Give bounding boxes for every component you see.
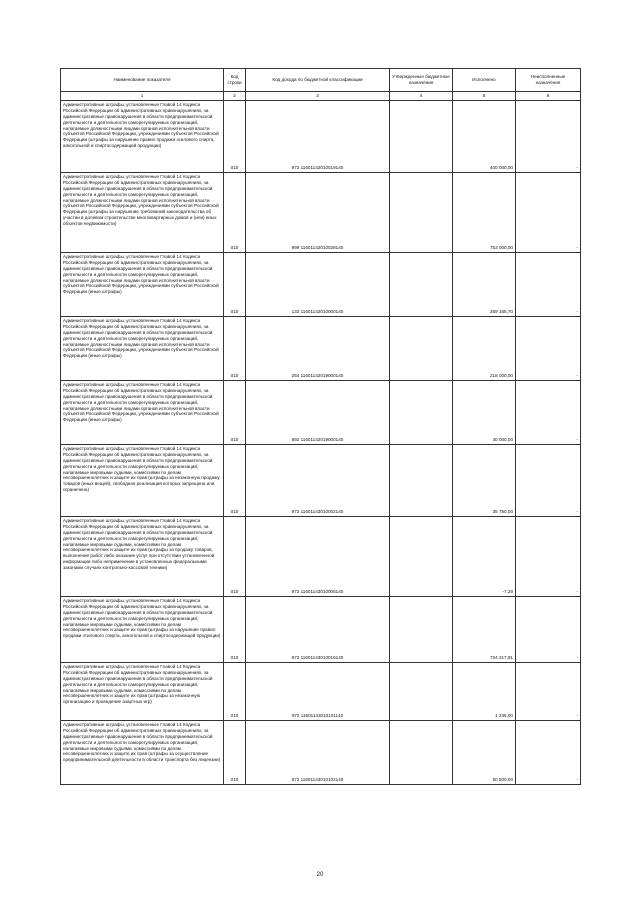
row-line-code: 010 — [224, 720, 246, 784]
row-name: Административные штрафы, установленные Главой 14 Кодекса Российской Федерации об административных правонарушениях, за административные правонарушения в области предпринимательской деятельности и деятельности саморегулируемых организаций, налагаемые мировыми судьями, комиссиями по делам несовершеннолетних и защите их прав (штрафы за незаконную организацию и проведение азартных игр) — [61, 662, 224, 720]
row-approved — [390, 720, 453, 784]
header-name: Наименование показателя — [61, 69, 224, 92]
row-name: Административные штрафы, установленные Главой 14 Кодекса Российской Федерации об административных правонарушениях, за административные правонарушения в области предпринимательской деятельности и деятельности саморегулируемых организаций, налагаемые должностными лицами органов исполнительной власти субъектов Российской Федерации, учреждениями субъектов Российской Федерации (иные штрафы) — [61, 252, 224, 316]
row-income-code: 999 11601142010028140 — [246, 172, 390, 252]
row-name: Административные штрафы, установленные Главой 14 Кодекса Российской Федерации об административных правонарушениях, за административные правонарушения в области предпринимательской деятельности и деятельности саморегулируемых организаций, налагаемые должностными лицами органов исполнительной власти субъектов Российской Федерации, учреждениями субъектов Российской Федерации (иные штрафы) — [61, 316, 224, 380]
row-name: Административные штрафы, установленные Главой 14 Кодекса Российской Федерации об административных правонарушениях, за административные правонарушения в области предпринимательской деятельности и деятельности саморегулируемых организаций, налагаемые мировыми судьями, комиссиями по делам несовершеннолетних и защите их прав (штрафы за осуществление предпринимательской деятельности в области транспорта без лицензии) — [61, 720, 224, 784]
row-unexecuted: - — [516, 720, 581, 784]
header-income-code: Код дохода по бюджетной классификации — [246, 69, 390, 92]
row-executed: 1 235,00 — [453, 662, 516, 720]
row-line-code: 010 — [224, 662, 246, 720]
col-number: 6 — [516, 92, 581, 101]
row-unexecuted: - — [516, 596, 581, 662]
budget-report-table — [60, 68, 581, 785]
row-name: Административные штрафы, установленные Главой 14 Кодекса Российской Федерации об административных правонарушениях, за административные правонарушения в области предпринимательской деятельности и деятельности саморегулируемых организаций, налагаемые мировыми судьями, комиссиями по делам несовершеннолетних и защите их прав (штрафы за продажу товаров, выполнение работ либо оказание услуг при отсутствии установленной информации либо неприменение в установленных федеральными законами случаях контрольно-кассовой техники) — [61, 516, 224, 596]
row-unexecuted: - — [516, 252, 581, 316]
row-line-code: 010 — [224, 444, 246, 516]
row-unexecuted: - — [516, 100, 581, 172]
row-unexecuted: - — [516, 662, 581, 720]
row-approved — [390, 596, 453, 662]
row-line-code: 010 — [224, 516, 246, 596]
header-executed: Исполнено — [453, 69, 516, 92]
row-income-code: 972 11601142010019140 — [246, 100, 390, 172]
table-row — [61, 662, 581, 720]
row-line-code: 010 — [224, 172, 246, 252]
row-name: Административные штрафы, установленные Главой 14 Кодекса Российской Федерации об административных правонарушениях, за административные правонарушения в области предпринимательской деятельности и деятельности саморегулируемых организаций, налагаемые мировыми судьями, комиссиями по делам несовершеннолетних и защите их прав (штрафы за незаконную продажу товаров (иных вещей), свободная реализация которых запрещена или ограничена) — [61, 444, 224, 516]
table-row — [61, 172, 581, 252]
row-executed: 400 000,00 — [453, 100, 516, 172]
row-executed: 50 500,00 — [453, 720, 516, 784]
row-line-code: 010 — [224, 596, 246, 662]
col-number: 3 — [246, 92, 390, 101]
row-approved — [390, 444, 453, 516]
row-name: Административные штрафы, установленные Главой 14 Кодекса Российской Федерации об административных правонарушениях, за административные правонарушения в области предпринимательской деятельности и деятельности саморегулируемых организаций, налагаемые мировыми судьями, комиссиями по делам несовершеннолетних и защите их прав (штрафы за нарушение правил продажи этилового спирта, алкогольной и спиртосодержащей продукции) — [61, 596, 224, 662]
col-number: 4 — [390, 92, 453, 101]
table-row — [61, 316, 581, 380]
row-income-code: 254 11601142019000140 — [246, 316, 390, 380]
row-unexecuted: - — [516, 444, 581, 516]
table-row — [61, 516, 581, 596]
row-line-code: 010 — [224, 380, 246, 444]
row-executed: 753 000,00 — [453, 172, 516, 252]
row-approved — [390, 172, 453, 252]
header-unexecuted: Неисполненные назначения — [516, 69, 581, 92]
row-income-code: 972 11601143010101140 — [246, 662, 390, 720]
row-approved — [390, 252, 453, 316]
table-body — [61, 100, 581, 784]
row-income-code: 972 11601143010016140 — [246, 596, 390, 662]
table-row — [61, 100, 581, 172]
table-row — [61, 380, 581, 444]
row-unexecuted: - — [516, 380, 581, 444]
row-line-code: 010 — [224, 252, 246, 316]
row-line-code: 010 — [224, 316, 246, 380]
row-line-code: 010 — [224, 100, 246, 172]
header-row — [61, 69, 581, 92]
row-income-code: 892 11601142019000140 — [246, 380, 390, 444]
col-number: 5 — [453, 92, 516, 101]
row-executed: -7,29 — [453, 516, 516, 596]
row-executed: 35 750,00 — [453, 444, 516, 516]
row-approved — [390, 316, 453, 380]
header-approved: Утвержденные бюджетные назначения — [390, 69, 453, 92]
row-name: Административные штрафы, установленные Главой 14 Кодекса Российской Федерации об административных правонарушениях, за административные правонарушения в области предпринимательской деятельности и деятельности саморегулируемых организаций, налагаемые должностными лицами органов исполнительной власти субъектов Российской Федерации, учреждениями субъектов Российской Федерации (иные штрафы) — [61, 380, 224, 444]
table-row — [61, 720, 581, 784]
row-approved — [390, 662, 453, 720]
row-income-code: 972 11601143010005140 — [246, 516, 390, 596]
row-approved — [390, 380, 453, 444]
row-name: Административные штрафы, установленные Главой 14 Кодекса Российской Федерации об административных правонарушениях, за административные правонарушения в области предпринимательской деятельности и деятельности саморегулируемых организаций, налагаемые должностными лицами органов исполнительной власти субъектов Российской Федерации, учреждениями субъектов Российской Федерации (штрафы за нарушение требований законодательства об участии в долевом строительстве многоквартирных домов и (или) иных объектов недвижимости) — [61, 172, 224, 252]
row-executed: 734 217,81 — [453, 596, 516, 662]
table-row — [61, 596, 581, 662]
row-income-code: 972 11601143010002140 — [246, 444, 390, 516]
row-income-code: 972 11601143010102140 — [246, 720, 390, 784]
table-row — [61, 252, 581, 316]
row-income-code: 133 11601142010000140 — [246, 252, 390, 316]
row-approved — [390, 516, 453, 596]
row-name: Административные штрафы, установленные Главой 14 Кодекса Российской Федерации об административных правонарушениях, за административные правонарушения в области предпринимательской деятельности и деятельности саморегулируемых организаций, налагаемые должностными лицами органов исполнительной власти субъектов Российской Федерации, учреждениями субъектов Российской Федерации (штрафы за нарушение правил продажи этилового спирта, алкогольной и спиртосодержащей продукции) — [61, 100, 224, 172]
row-executed: 269 165,70 — [453, 252, 516, 316]
table-row — [61, 444, 581, 516]
row-approved — [390, 100, 453, 172]
column-number-row — [61, 92, 581, 101]
row-executed: 40 000,00 — [453, 380, 516, 444]
page-number: 20 — [316, 872, 324, 878]
col-number: 2 — [224, 92, 246, 101]
row-unexecuted: - — [516, 316, 581, 380]
col-number: 1 — [61, 92, 224, 101]
row-unexecuted: - — [516, 172, 581, 252]
row-executed: 218 000,00 — [453, 316, 516, 380]
header-line-code: Код строки — [224, 69, 246, 92]
row-unexecuted: - — [516, 516, 581, 596]
